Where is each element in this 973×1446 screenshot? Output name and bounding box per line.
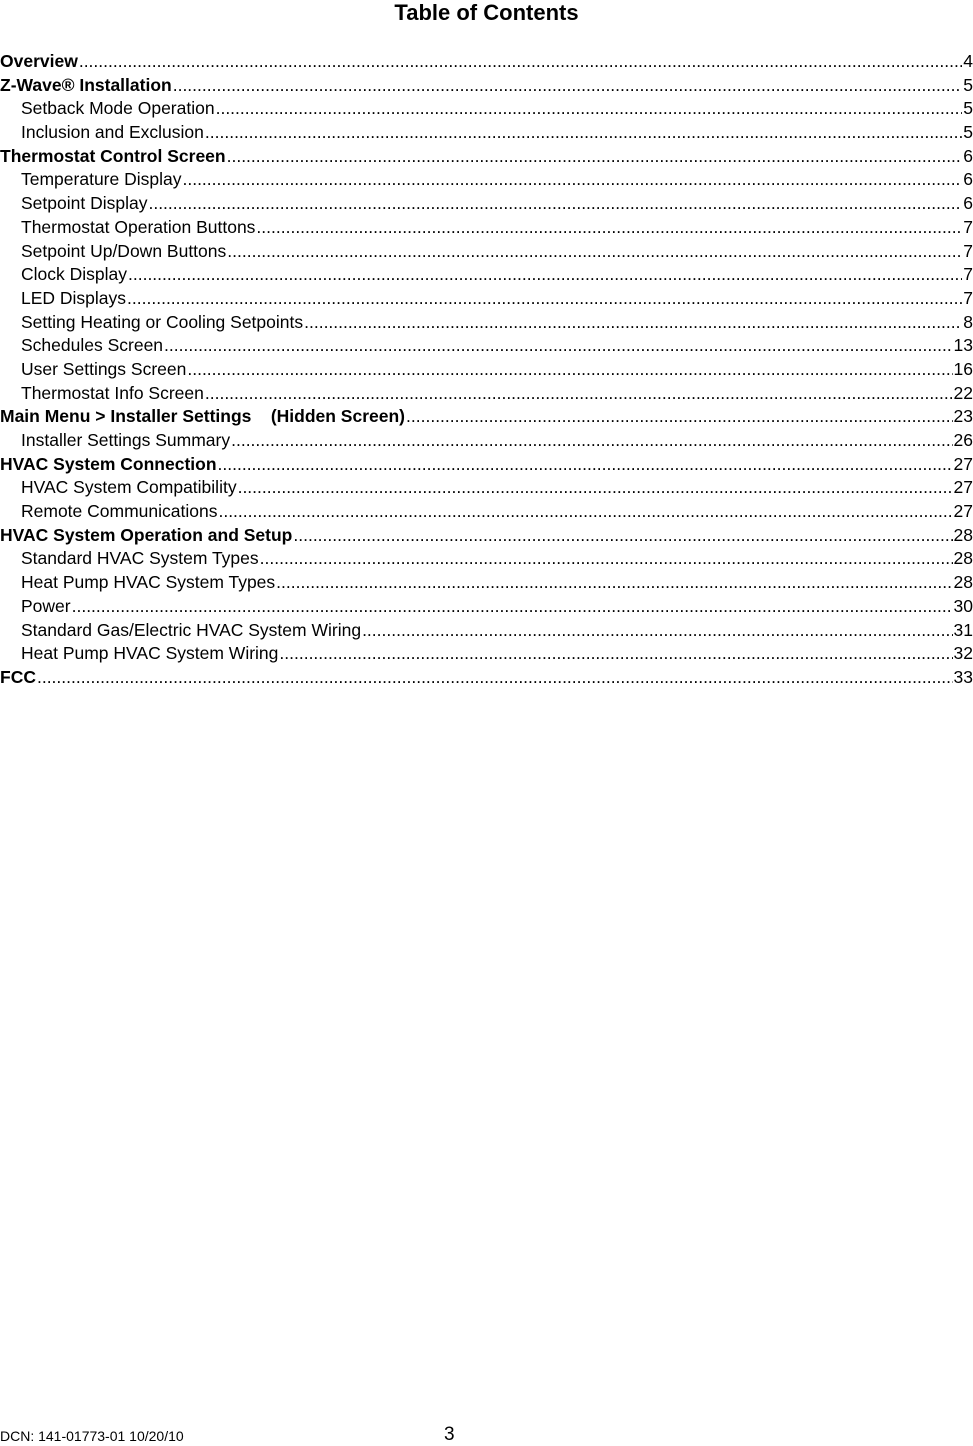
toc-entry[interactable] — [0, 145, 973, 169]
toc-entry-page: 7 — [963, 287, 973, 308]
toc-entry[interactable] — [0, 263, 973, 287]
toc-entry-label: Setting Heating or Cooling Setpoints — [21, 311, 304, 332]
toc-entry-page: 27 — [953, 477, 973, 498]
toc-entry-page: 8 — [963, 311, 973, 332]
toc-entry-label: Clock Display — [21, 264, 127, 285]
toc-entry-page: 22 — [953, 382, 973, 403]
toc-entry-page: 6 — [963, 145, 973, 166]
toc-entry[interactable] — [0, 524, 973, 548]
toc-entry[interactable] — [0, 571, 973, 595]
toc-leader-dots — [127, 287, 962, 311]
toc-entry-page: 6 — [963, 169, 973, 190]
toc-entry-page: 31 — [953, 619, 973, 640]
toc-entry[interactable] — [0, 642, 973, 666]
toc-entry-label: HVAC System Operation and Setup — [0, 524, 293, 545]
toc-entry-page: 7 — [963, 264, 973, 285]
toc-leader-dots — [128, 263, 962, 287]
toc-entry-label: Overview — [0, 51, 78, 71]
toc-entry[interactable] — [0, 311, 973, 335]
toc-entry-label: Setpoint Display — [21, 193, 148, 214]
toc-leader-dots — [260, 547, 953, 571]
toc-leader-dots — [79, 50, 962, 74]
toc-entry[interactable] — [0, 240, 973, 264]
toc-entry[interactable] — [0, 382, 973, 406]
toc-entry[interactable] — [0, 192, 973, 216]
toc-entry-label: Installer Settings Summary — [21, 430, 231, 450]
toc-entry-page: 7 — [963, 216, 973, 237]
toc-leader-dots — [256, 216, 962, 240]
toc-entry-label: Thermostat Control Screen — [0, 145, 226, 166]
toc-entry-page: 5 — [963, 122, 973, 143]
toc-entry-label: Schedules Screen — [21, 335, 164, 356]
toc-leader-dots — [148, 192, 962, 216]
toc-entry[interactable] — [0, 121, 973, 145]
toc-entry-label: Setback Mode Operation — [21, 98, 215, 119]
footer-page-number: 3 — [444, 1424, 455, 1445]
toc-leader-dots — [406, 405, 953, 429]
toc-entry-label: HVAC System Compatibility — [21, 477, 237, 498]
toc-leader-dots — [293, 524, 952, 548]
toc-entry-page: 27 — [953, 453, 973, 474]
toc-entry-page: 7 — [963, 240, 973, 261]
toc-entry-label: Thermostat Info Screen — [21, 382, 204, 403]
toc-leader-dots — [37, 666, 953, 690]
toc-leader-dots — [205, 121, 962, 145]
toc-entry[interactable] — [0, 595, 973, 619]
toc-entry[interactable] — [0, 287, 973, 311]
toc-leader-dots — [205, 382, 953, 406]
toc-entry-label: Heat Pump HVAC System Types — [21, 572, 276, 593]
toc-entry[interactable] — [0, 97, 973, 121]
toc-entry[interactable] — [0, 500, 973, 524]
toc-leader-dots — [218, 500, 952, 524]
toc-entry-label: Temperature Display — [21, 169, 182, 190]
toc-entry-label: HVAC System Connection — [0, 453, 217, 474]
footer-dcn: DCN: 141-01773-01 10/20/10 — [0, 1428, 184, 1444]
toc-list — [0, 50, 973, 690]
toc-entry[interactable] — [0, 74, 973, 98]
toc-entry[interactable] — [0, 547, 973, 571]
toc-entry[interactable] — [0, 405, 973, 429]
toc-entry-page: 32 — [953, 643, 973, 664]
toc-entry-page: 26 — [953, 430, 973, 450]
toc-entry[interactable] — [0, 168, 973, 192]
toc-entry[interactable] — [0, 334, 973, 358]
toc-entry-label: Inclusion and Exclusion — [21, 122, 204, 143]
toc-entry-label: Setpoint Up/Down Buttons — [21, 240, 227, 261]
toc-entry-page: 23 — [953, 406, 973, 427]
toc-entry[interactable] — [0, 619, 973, 643]
toc-entry[interactable] — [0, 216, 973, 240]
toc-leader-dots — [362, 619, 952, 643]
toc-entry-label: Heat Pump HVAC System Wiring — [21, 643, 279, 664]
toc-entry-page: 16 — [953, 358, 973, 379]
toc-entry-page: 5 — [963, 98, 973, 119]
toc-leader-dots — [218, 453, 953, 477]
toc-entry-page: 28 — [953, 572, 973, 593]
toc-entry[interactable] — [0, 429, 973, 453]
toc-leader-dots — [164, 334, 952, 358]
toc-entry[interactable] — [0, 666, 973, 690]
toc-leader-dots — [276, 571, 952, 595]
page-title: Table of Contents — [394, 0, 579, 25]
toc-entry-page: 4 — [963, 51, 973, 71]
toc-entry-label: Standard HVAC System Types — [21, 548, 259, 569]
toc-entry-label: Standard Gas/Electric HVAC System Wiring — [21, 619, 362, 640]
toc-entry-label: Main Menu > Installer Settings (Hidden Screen) — [0, 406, 406, 427]
toc-entry-label: LED Displays — [21, 287, 127, 308]
toc-leader-dots — [227, 240, 962, 264]
toc-entry-label: Z-Wave® Installation — [0, 74, 172, 95]
toc-leader-dots — [231, 429, 952, 453]
toc-entry-page: 5 — [963, 74, 973, 95]
toc-leader-dots — [187, 358, 952, 382]
toc-leader-dots — [227, 145, 963, 169]
toc-entry-page: 6 — [963, 193, 973, 214]
toc-leader-dots — [216, 97, 963, 121]
toc-entry-page: 28 — [953, 548, 973, 569]
toc-entry-page: 27 — [953, 501, 973, 522]
toc-entry[interactable] — [0, 50, 973, 74]
toc-leader-dots — [304, 311, 962, 335]
toc-entry-page: 13 — [953, 335, 973, 356]
toc-entry-page: 28 — [953, 524, 973, 545]
toc-entry[interactable] — [0, 476, 973, 500]
toc-entry-page: 33 — [953, 666, 973, 687]
toc-entry-page: 30 — [953, 595, 973, 616]
toc-entry-label: Thermostat Operation Buttons — [21, 216, 256, 237]
toc-leader-dots — [279, 642, 952, 666]
toc-leader-dots — [72, 595, 953, 619]
toc-leader-dots — [173, 74, 963, 98]
toc-entry-label: User Settings Screen — [21, 358, 187, 379]
toc-leader-dots — [182, 168, 962, 192]
toc-entry-label: Power — [21, 595, 71, 616]
toc-entry[interactable] — [0, 358, 973, 382]
toc-entry[interactable] — [0, 453, 973, 477]
toc-entry-label: Remote Communications — [21, 501, 218, 522]
toc-entry-label: FCC — [0, 666, 36, 687]
toc-leader-dots — [238, 476, 953, 500]
